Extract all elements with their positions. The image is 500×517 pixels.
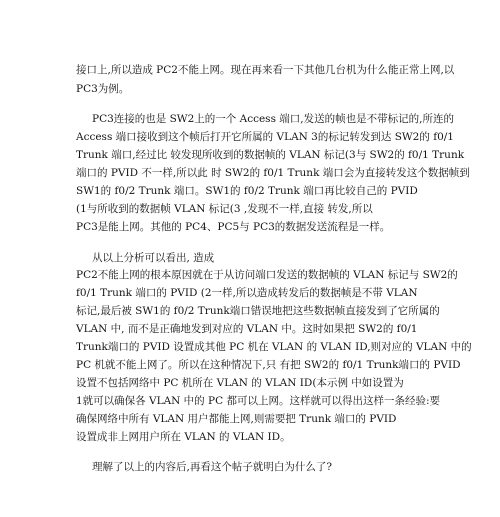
text-line-8: (1与所收到的数据帧 VLAN 标记(3 ,发现不一样,直接 转发,所以	[76, 203, 373, 215]
text-line-21: 理解了以上的内容后,再看这个帖子就明白为什么了?	[92, 461, 332, 473]
text-line-4: Access 端口接收到这个帧后打开它所属的 VLAN 3的标记转发到达 SW2的 f0/1	[76, 131, 454, 143]
text-line-12: f0/1 Trunk 端口的 PVID (2一样,所以造成转发后的数据帧是不带 VLAN	[76, 287, 418, 299]
text-line-18: 1就可以确保各 VLAN 中的 PC 都可以上网。这样就可以得出这样一条经验:要	[76, 395, 440, 407]
text-line-14: VLAN 中, 而不是正确地发到对应的 VLAN 中。这时如果把 SW2的 f0/1	[76, 323, 418, 335]
text-line-9: PC3是能上网。其他的 PC4、PC5与 PC3的数据发送流程是一样。	[76, 221, 391, 233]
text-line-19: 确保网络中所有 VLAN 用户都能上网,则需要把 Trunk 端口的 PVID	[76, 413, 397, 425]
text-line-11: PC2不能上网的根本原因就在于从访问端口发送的数据帧的 VLAN 标记与 SW2的	[76, 269, 458, 281]
text-line-13: 标记,最后被 SW1的 f0/2 Trunk端口错误地把这些数据帧直接发到了它所属的	[76, 305, 440, 317]
text-line-10: 从以上分析可以看出, 造成	[92, 252, 215, 264]
text-line-5: Trunk 端口,经过比 较发现所收到的数据帧的 VLAN 标记(3与 SW2的 f0/1 Trunk	[76, 149, 465, 161]
text-line-3: PC3连接的也是 SW2上的一个 Access 端口,发送的帧也是不带标记的,所连的	[92, 113, 454, 125]
text-line-16: PC 机就不能上网了。所以在这种情况下,只 有把 SW2的 f0/1 Trunk端口的 PVID	[76, 359, 461, 371]
text-line-1: 接口上,所以造成 PC2不能上网。现在再来看一下其他几台机为什么能正常上网,以	[76, 64, 455, 76]
text-line-7: SW1的 f0/2 Trunk 端口。SW1的 f0/2 Trunk 端口再比较自己的 PVID	[76, 185, 418, 197]
text-line-6: 端口的 PVID 不一样,所以此 时 SW2的 f0/1 Trunk 端口会为直接转发这个数据帧到	[76, 167, 470, 179]
text-line-15: Trunk端口的 PVID 设置成其他 PC 机在 VLAN 的 VLAN ID,则对应的 VLAN 中的	[76, 341, 472, 353]
text-line-20: 设置成非上网用户所在 VLAN 的 VLAN ID。	[76, 431, 291, 443]
text-line-17: 设置不包括网络中 PC 机所在 VLAN 的 VLAN ID(本示例 中如设置为	[76, 377, 404, 389]
text-line-2: PC3为例。	[76, 83, 130, 95]
